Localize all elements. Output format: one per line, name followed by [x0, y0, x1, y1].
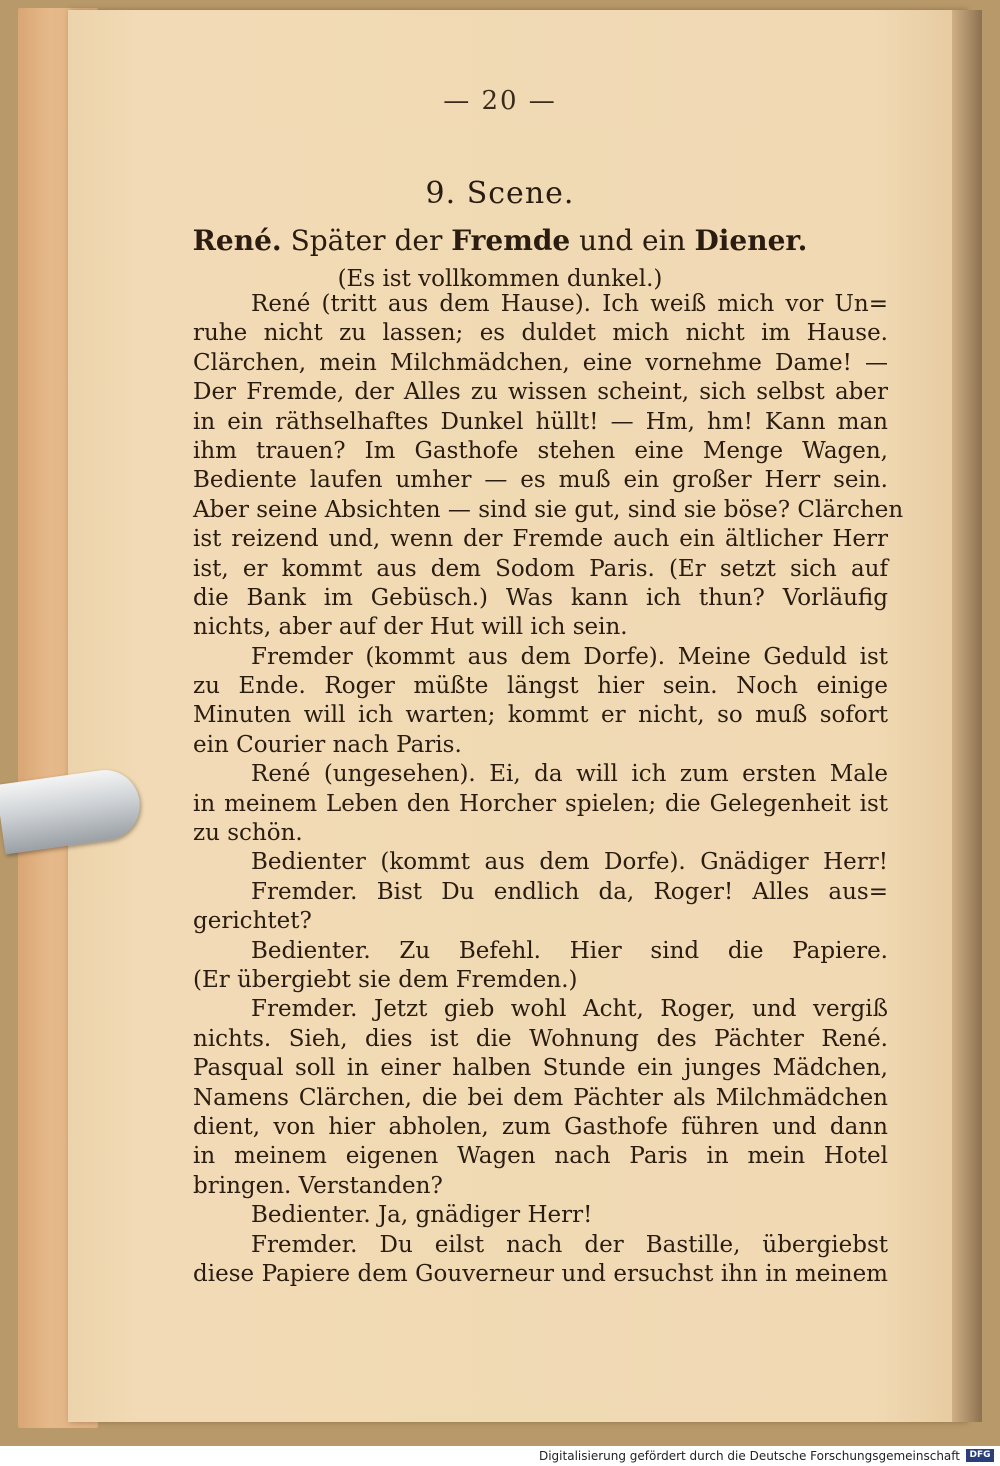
body-text — [193, 290, 904, 1289]
text-line: Fremder. Bist Du endlich da, Roger! Alles aus= — [251, 878, 888, 905]
text-line: (Er übergiebt sie dem Fremden.) — [193, 966, 578, 993]
text-line: ihm trauen? Im Gasthofe stehen eine Menge Wagen, — [193, 437, 888, 464]
text-line: René (ungesehen). Ei, da will ich zum ersten Male — [251, 761, 888, 788]
cast-later: Später der — [290, 224, 443, 257]
text-line: René (tritt aus dem Hause). Ich weiß mich vor Un= — [251, 291, 888, 317]
dfg-logo-icon: DFG — [966, 1449, 994, 1462]
cast-line — [0, 224, 1000, 257]
text-line: zu schön. — [193, 820, 303, 847]
text-line: ein Courier nach Paris. — [193, 731, 462, 758]
text-line: gerichtet? — [193, 908, 312, 935]
text-line: Aber seine Absichten — sind sie gut, sind sie böse? Clärchen — [193, 496, 904, 523]
cast-diener: Diener. — [694, 224, 808, 257]
page-number: — 20 — — [443, 86, 557, 116]
text-line: Fremder (kommt aus dem Dorfe). Meine Geduld ist — [251, 643, 888, 670]
text-line: Minuten will ich warten; kommt er nicht, so muß sofort — [193, 702, 888, 729]
text-line: zu Ende. Roger müßte längst hier sein. Noch einige — [193, 673, 888, 700]
text-line: die Bank im Gebüsch.) Was kann ich thun? Vorläufig — [193, 584, 888, 611]
text-line: Bedienter. Zu Befehl. Hier sind die Papiere. — [251, 937, 888, 964]
scene-title: 9. Scene. — [425, 176, 575, 211]
text-line: nichts. Sieh, dies ist die Wohnung des Pächter René. — [193, 1025, 888, 1052]
text-line: Clärchen, mein Milchmädchen, eine vornehme Dame! — — [193, 349, 888, 376]
cast-rene: René. — [192, 224, 282, 257]
text-line: Fremder. Jetzt gieb wohl Acht, Roger, und vergiß — [251, 996, 888, 1023]
text-line: in ein räthselhaftes Dunkel hüllt! — Hm, hm! Kann man — [193, 408, 888, 435]
footer — [0, 1446, 1000, 1466]
text-line: in meinem Leben den Horcher spielen; die Gelegenheit ist — [193, 790, 888, 817]
text-line: ist reizend und, wenn der Fremde auch ein ältlicher Herr — [193, 526, 888, 553]
text-line: nichts, aber auf der Hut will ich sein. — [193, 614, 628, 641]
text-line: ist, er kommt aus dem Sodom Paris. (Er setzt sich auf — [193, 555, 888, 582]
cast-and: und ein — [579, 224, 686, 257]
text-line: ruhe nicht zu lassen; es duldet mich nicht im Hause. — [193, 320, 888, 347]
page-right-edge — [952, 10, 982, 1422]
cast-fremde: Fremde — [451, 224, 571, 257]
text-line: diese Papiere dem Gouverneur und ersuchst ihn in meinem — [193, 1260, 888, 1287]
text-line: dient, von hier abholen, zum Gasthofe führen und dann — [193, 1113, 888, 1140]
stage-direction: (Es ist vollkommen dunkel.) — [337, 266, 663, 292]
text-line: bringen. Verstanden? — [193, 1172, 443, 1199]
text-line: Bediente laufen umher — es muß ein großer Herr sein. — [193, 467, 888, 494]
text-line: Namens Clärchen, die bei dem Pächter als Milchmädchen — [193, 1084, 888, 1111]
text-line: Pasqual soll in einer halben Stunde ein junges Mädchen, — [193, 1055, 888, 1082]
text-line: Der Fremde, der Alles zu wissen scheint, sich selbst aber — [193, 379, 888, 406]
text-line: in meinem eigenen Wagen nach Paris in mein Hotel — [193, 1143, 888, 1170]
text-line: Bedienter (kommt aus dem Dorfe). Gnädiger Herr! — [251, 849, 888, 876]
footer-credit: Digitalisierung gefördert durch die Deutsche Forschungsgemeinschaft — [538, 1449, 960, 1463]
text-line: Bedienter. Ja, gnädiger Herr! — [251, 1202, 593, 1229]
text-line: Fremder. Du eilst nach der Bastille, übergiebst — [251, 1231, 888, 1258]
